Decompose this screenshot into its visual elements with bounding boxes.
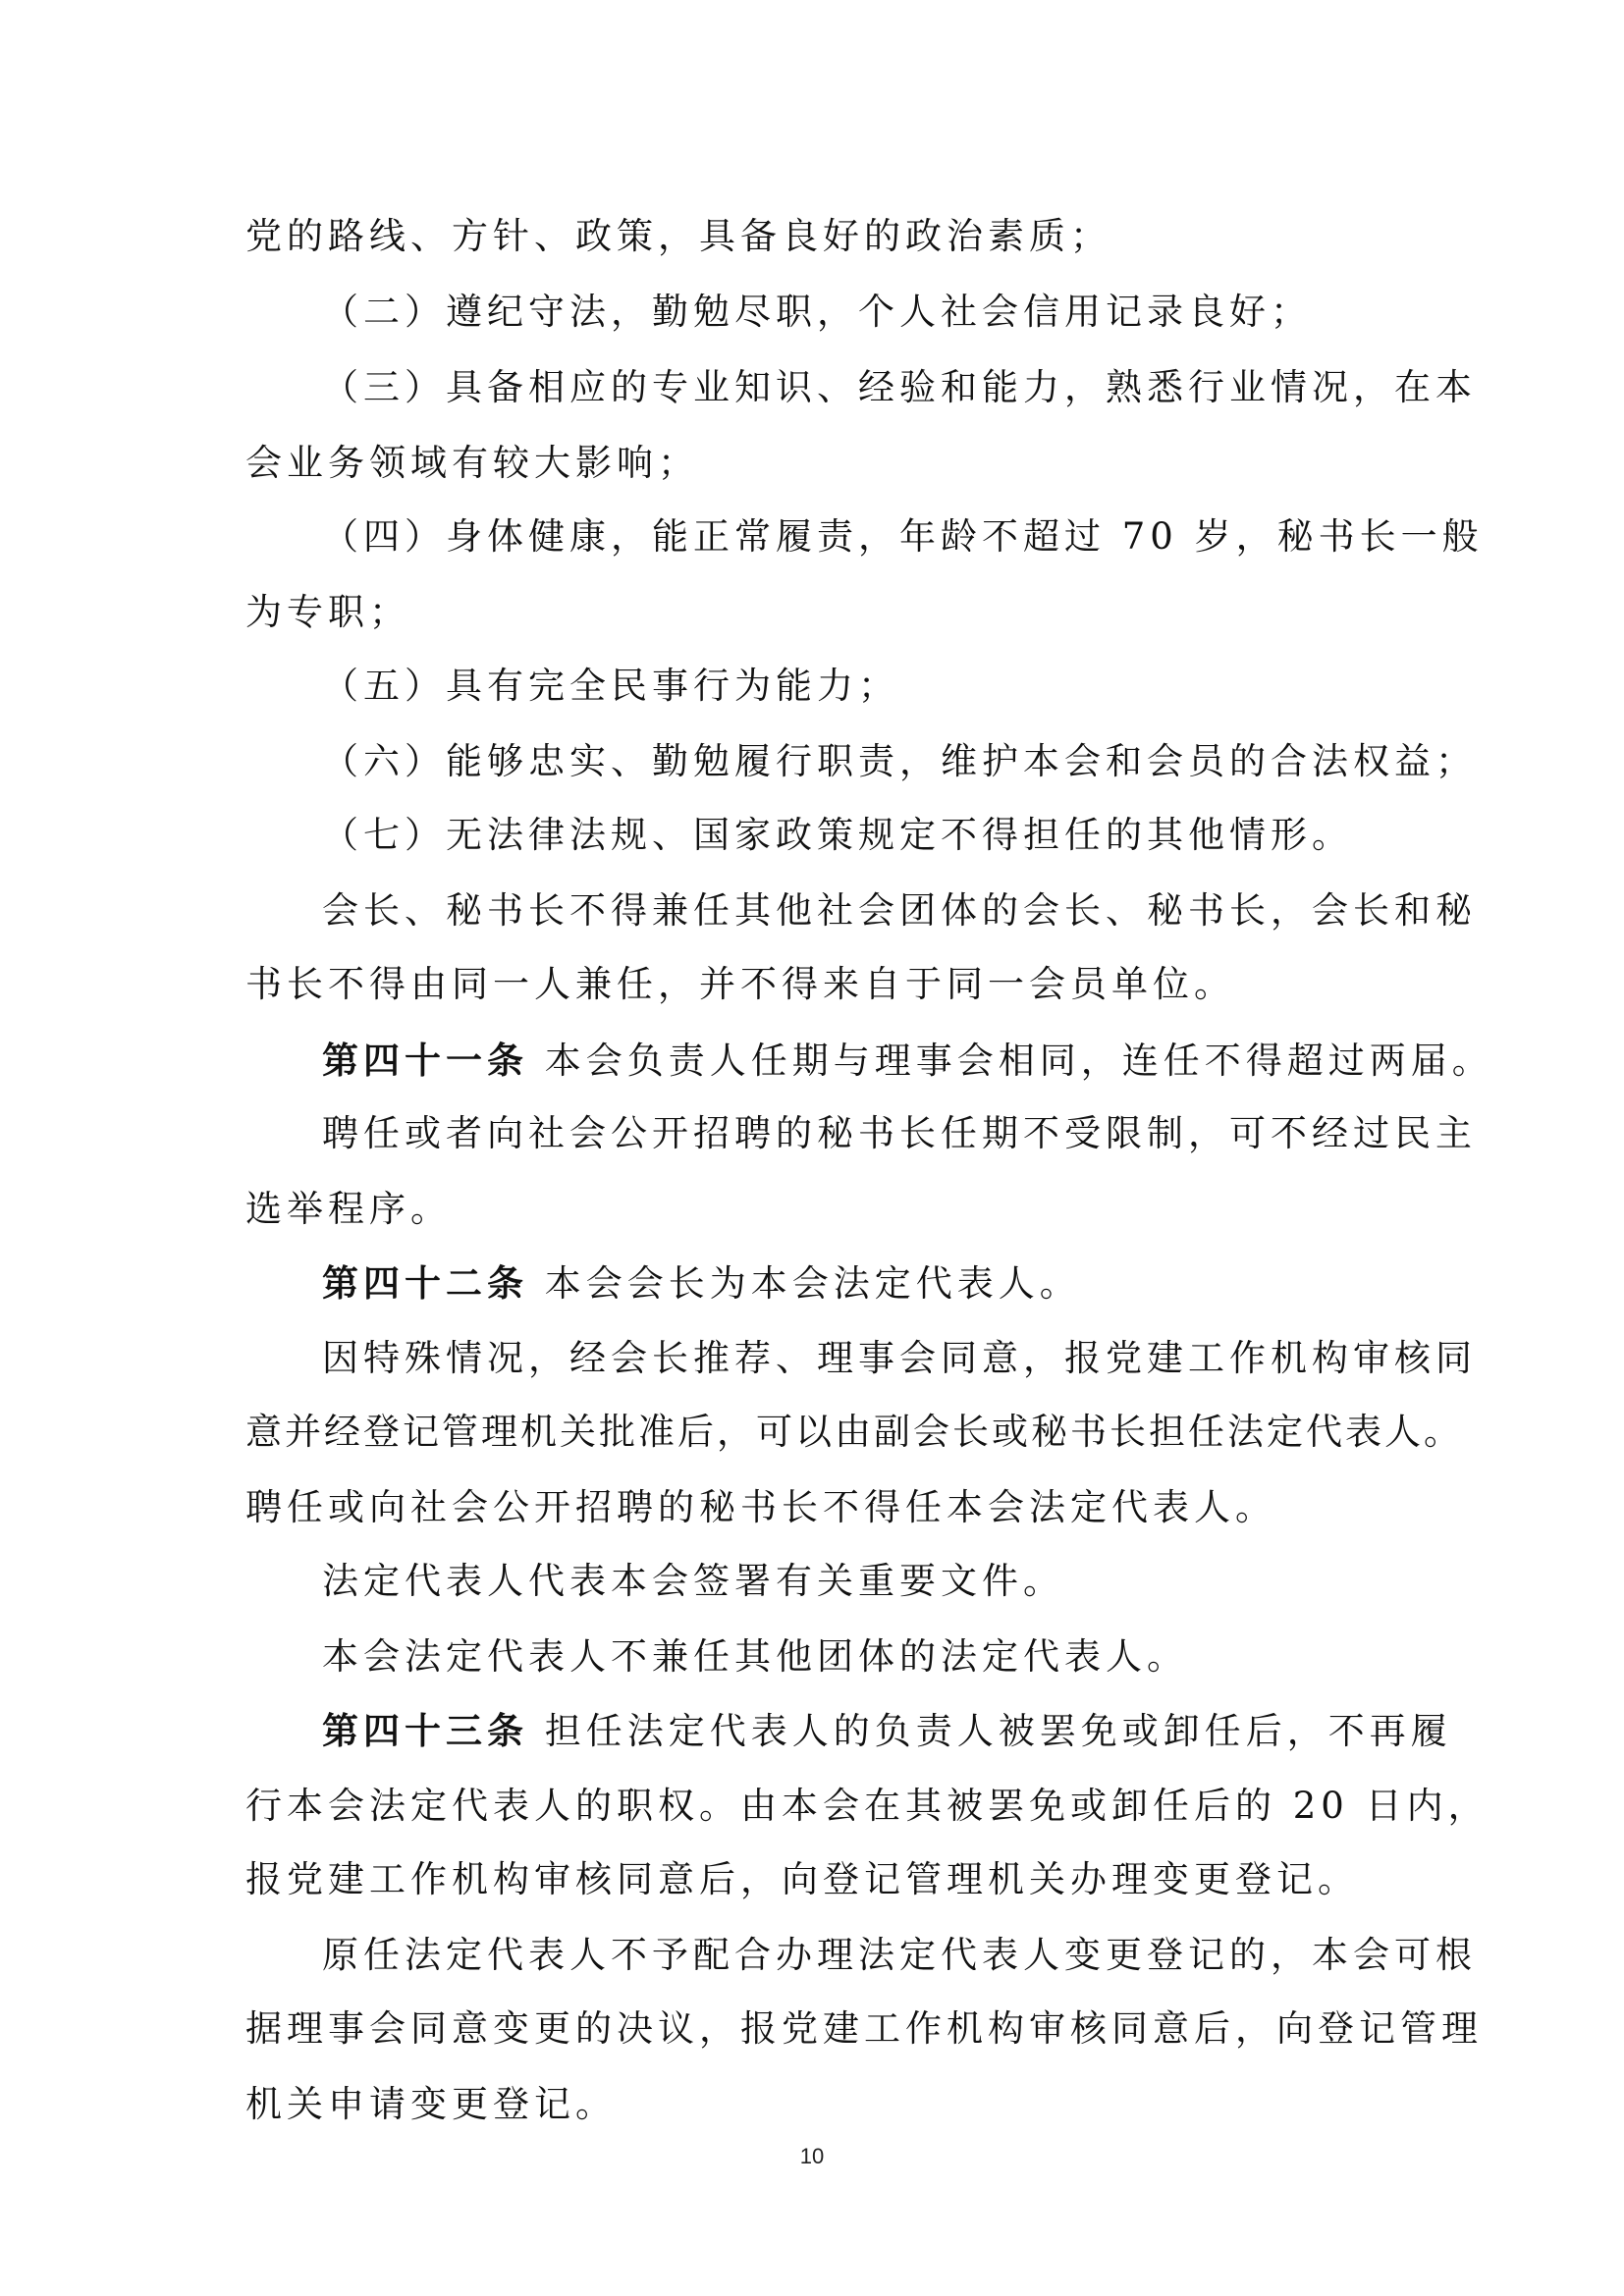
article-42 bbox=[322, 1255, 1081, 1311]
text-line bbox=[245, 1480, 1276, 1535]
line-text: 会长、秘书长不得兼任其他社会团体的会长、秘书长，会长和秘 bbox=[322, 889, 1477, 932]
line-text: （五）具有完全民事行为能力； bbox=[322, 665, 899, 707]
text-line bbox=[322, 659, 899, 714]
text-line bbox=[322, 360, 1477, 415]
line-text: 党的路线、方针、政策，具备良好的政治素质； bbox=[245, 215, 1111, 257]
text-line bbox=[245, 957, 1235, 1012]
line-text: 聘任或者向社会公开招聘的秘书长任期不受限制，可不经过民主 bbox=[322, 1112, 1477, 1154]
text-line bbox=[245, 1852, 1359, 1907]
text-line bbox=[245, 1779, 1489, 1834]
line-text: （三）具备相应的专业知识、经验和能力，熟悉行业情况，在本 bbox=[322, 366, 1477, 408]
line-text: （二）遵纪守法，勤勉尽职，个人社会信用记录良好； bbox=[322, 291, 1312, 333]
line-text: 本会法定代表人不兼任其他团体的法定代表人。 bbox=[322, 1635, 1188, 1678]
line-text: 会业务领域有较大影响； bbox=[245, 442, 699, 484]
text-line bbox=[245, 1405, 1463, 1460]
line-text: 本会会长为本会法定代表人。 bbox=[544, 1262, 1081, 1305]
page-number: 10 bbox=[799, 2144, 825, 2168]
text-line bbox=[245, 209, 1111, 264]
line-text: 法定代表人代表本会签署有关重要文件。 bbox=[322, 1560, 1064, 1602]
line-text: 意并经登记管理机关批准后，可以由副会长或秘书长担任法定代表人。 bbox=[245, 1411, 1463, 1453]
text-line bbox=[322, 1629, 1188, 1684]
text-line bbox=[245, 2077, 617, 2132]
text-line bbox=[322, 883, 1477, 938]
text-line bbox=[322, 1106, 1477, 1161]
article-heading: 第四十三条 bbox=[322, 1709, 528, 1752]
line-text: （四）身体健康，能正常履责，年龄不超过 70 岁，秘书长一般 bbox=[322, 515, 1484, 558]
text-line bbox=[322, 1928, 1477, 1983]
text-line bbox=[245, 2002, 1483, 2056]
text-line bbox=[322, 734, 1477, 789]
line-text: 选举程序。 bbox=[245, 1188, 452, 1230]
text-line bbox=[322, 285, 1312, 340]
line-text: 聘任或向社会公开招聘的秘书长不得任本会法定代表人。 bbox=[245, 1486, 1276, 1528]
text-line bbox=[322, 509, 1484, 564]
line-text: 书长不得由同一人兼任，并不得来自于同一会员单位。 bbox=[245, 963, 1235, 1005]
text-line bbox=[245, 585, 410, 640]
line-text: 为专职； bbox=[245, 591, 410, 633]
text-line bbox=[245, 436, 699, 491]
line-text: 机关申请变更登记。 bbox=[245, 2083, 617, 2125]
text-line bbox=[322, 1331, 1477, 1386]
text-line bbox=[322, 1554, 1064, 1609]
article-heading: 第四十二条 bbox=[322, 1261, 528, 1305]
line-text: 原任法定代表人不予配合办理法定代表人变更登记的，本会可根 bbox=[322, 1934, 1477, 1976]
text-line bbox=[322, 808, 1353, 863]
article-heading: 第四十一条 bbox=[322, 1039, 528, 1082]
article-43 bbox=[322, 1703, 1452, 1759]
text-line bbox=[245, 1182, 452, 1237]
line-text: 行本会法定代表人的职权。由本会在其被罢免或卸任后的 20 日内， bbox=[245, 1785, 1489, 1827]
article-41 bbox=[322, 1033, 1493, 1089]
line-text: 据理事会同意变更的决议，报党建工作机构审核同意后，向登记管理 bbox=[245, 2007, 1483, 2050]
line-text: （六）能够忠实、勤勉履行职责，维护本会和会员的合法权益； bbox=[322, 740, 1477, 782]
line-text: 因特殊情况，经会长推荐、理事会同意，报党建工作机构审核同 bbox=[322, 1337, 1477, 1379]
line-text: （七）无法律法规、国家政策规定不得担任的其他情形。 bbox=[322, 814, 1353, 856]
line-text: 本会负责人任期与理事会相同，连任不得超过两届。 bbox=[544, 1040, 1493, 1082]
line-text: 报党建工作机构审核同意后，向登记管理机关办理变更登记。 bbox=[245, 1858, 1359, 1900]
line-text: 担任法定代表人的负责人被罢免或卸任后，不再履 bbox=[544, 1710, 1452, 1752]
